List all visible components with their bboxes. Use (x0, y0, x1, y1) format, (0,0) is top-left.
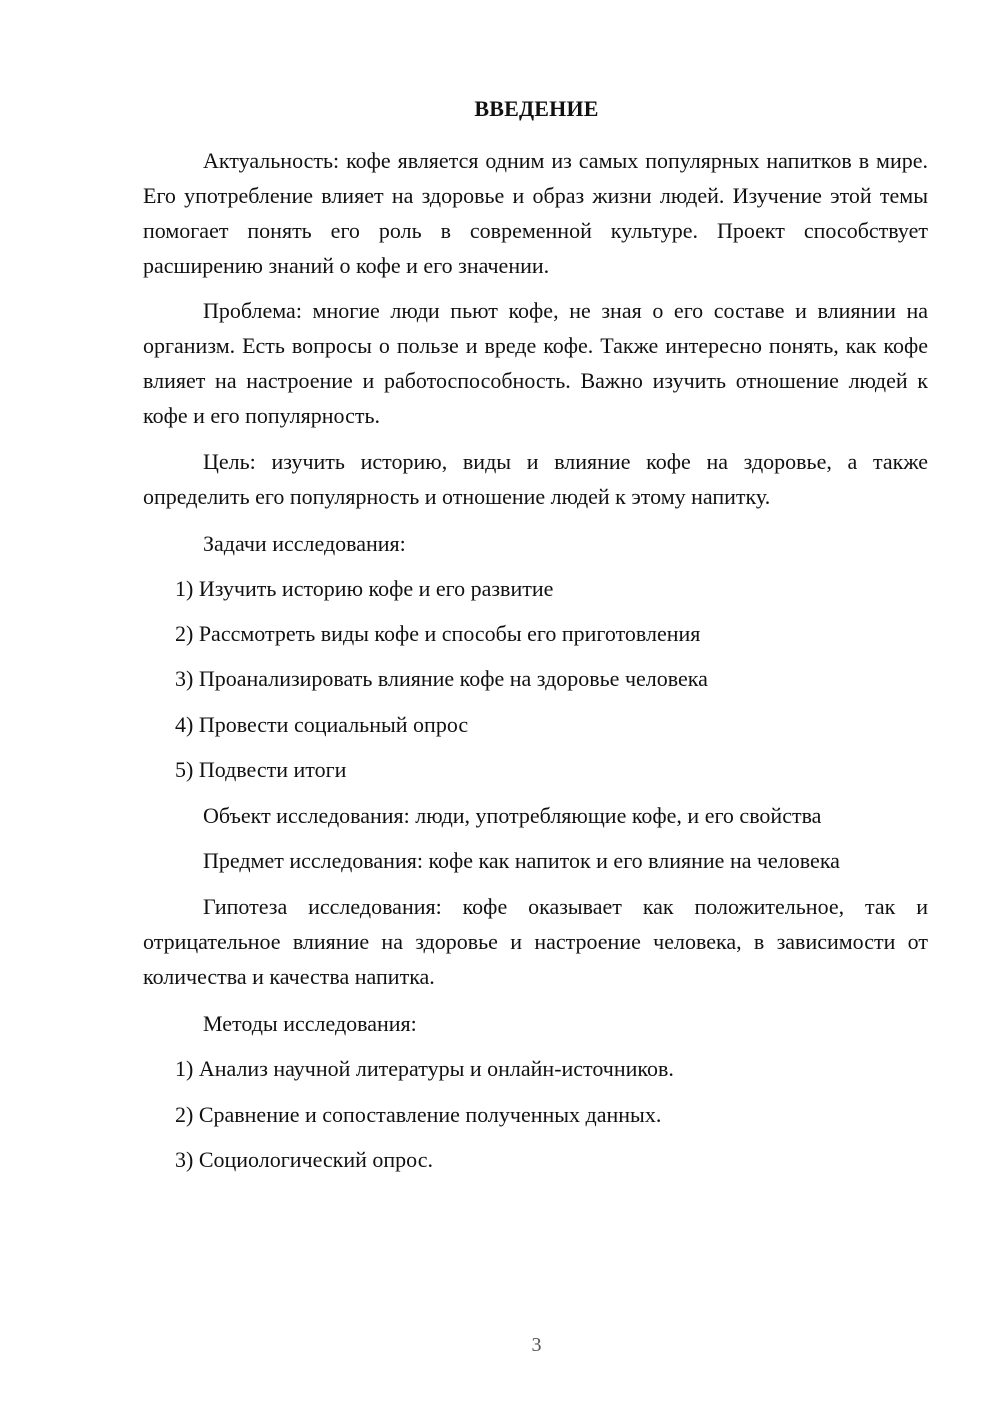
object-line: Объект исследования: люди, употребляющие кофе, и его свойства (203, 803, 822, 828)
page-title: ВВЕДЕНИЕ (474, 96, 599, 121)
method-item: 1) Анализ научной литературы и онлайн-источников. (175, 1056, 674, 1081)
relevance-paragraph: Актуальность: кофе является одним из самых популярных напитков в мире. Его употребление влияет на здоровье и образ жизни людей. Изучение этой темы помогает понять его роль в современной культуре. Проект способствует расширению знаний о кофе и его значении. (143, 148, 928, 278)
subject-line: Предмет исследования: кофе как напиток и его влияние на человека (203, 848, 840, 873)
goal-paragraph: Цель: изучить историю, виды и влияние кофе на здоровье, а также определить его популярность и отношение людей к этому напитку. (143, 449, 928, 509)
method-item: 3) Социологический опрос. (175, 1147, 433, 1172)
method-item: 2) Сравнение и сопоставление полученных данных. (175, 1102, 662, 1127)
problem-paragraph: Проблема: многие люди пьют кофе, не зная о его составе и влиянии на организм. Есть вопросы о пользе и вреде кофе. Также интересно понять, как кофе влияет на настроение и работоспособность. Важно изучить отношение людей к кофе и его популярность. (143, 298, 928, 428)
page-number: 3 (531, 1334, 542, 1356)
tasks-heading: Задачи исследования: (203, 531, 406, 556)
task-item: 3) Проанализировать влияние кофе на здоровье человека (175, 666, 708, 691)
hypothesis-paragraph: Гипотеза исследования: кофе оказывает как положительное, так и отрицательное влияние на здоровье и настроение человека, в зависимости от количества и качества напитка. (143, 894, 928, 989)
task-item: 1) Изучить историю кофе и его развитие (175, 576, 554, 601)
task-item: 4) Провести социальный опрос (175, 712, 469, 737)
task-item: 2) Рассмотреть виды кофе и способы его приготовления (175, 621, 701, 646)
task-item: 5) Подвести итоги (175, 757, 347, 782)
methods-heading: Методы исследования: (203, 1011, 417, 1036)
